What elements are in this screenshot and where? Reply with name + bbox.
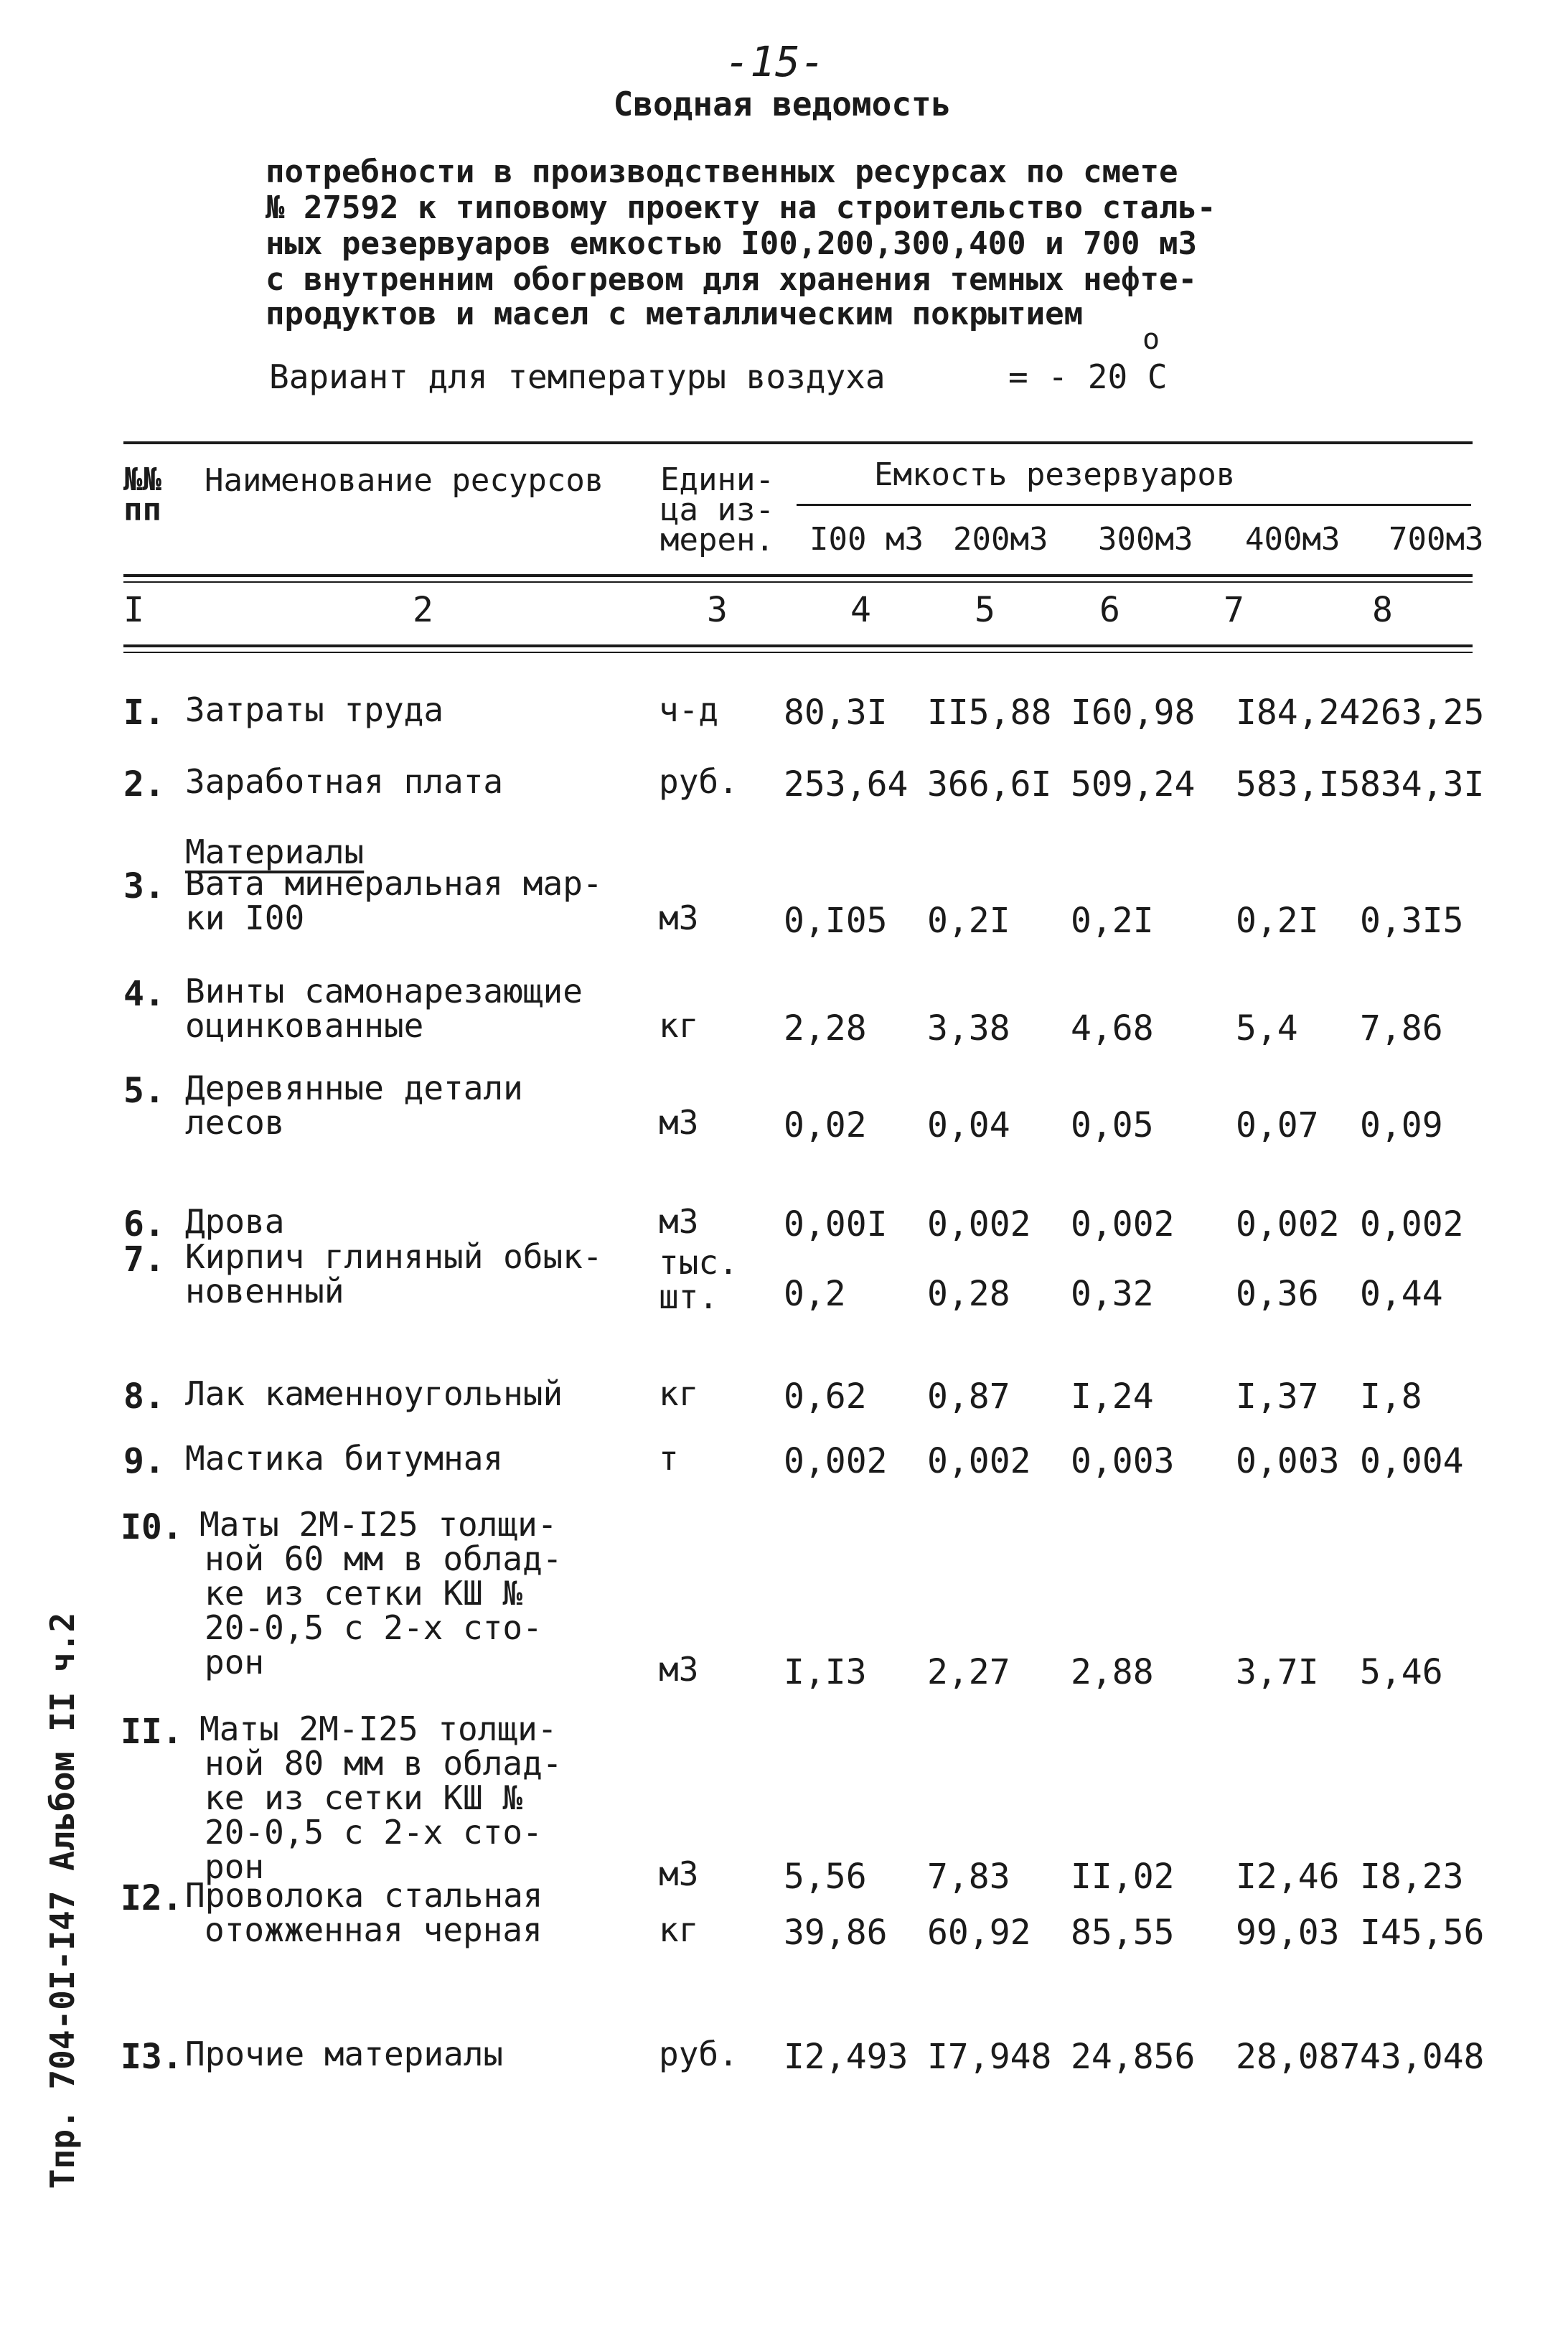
- column-number-7: 7: [1224, 590, 1244, 630]
- value-cell: 43,048: [1360, 2037, 1485, 2077]
- value-cell: 366,6I: [927, 764, 1052, 805]
- resource-name-line: Маты 2М-I25 толщи-: [199, 1709, 558, 1748]
- resource-name-line: рон: [205, 1643, 265, 1682]
- resource-name-line: Лак каменноугольный: [185, 1374, 563, 1413]
- resource-name-line: ки I00: [185, 899, 305, 937]
- row-number: 2.: [123, 764, 165, 805]
- value-cell: 0,44: [1360, 1274, 1443, 1314]
- header-bottom-rule: [123, 574, 1473, 577]
- unit-cell: тыс.: [659, 1243, 738, 1282]
- value-cell: 0,32: [1071, 1274, 1154, 1314]
- subtitle-line-4: с внутренним обогревом для хранения темных нефте-: [266, 261, 1198, 298]
- header-capacity-400: 400м3: [1245, 521, 1341, 558]
- value-cell: II,02: [1071, 1857, 1175, 1897]
- value-cell: I,8: [1360, 1376, 1422, 1417]
- table-top-rule: [123, 441, 1473, 444]
- unit-cell: кг: [659, 1006, 699, 1045]
- value-cell: 0,3I5: [1360, 901, 1464, 941]
- unit-cell: руб.: [659, 2035, 738, 2073]
- value-cell: 0,I05: [784, 901, 888, 941]
- degree-sign: о: [1142, 323, 1160, 356]
- header-capacity-700: 700м3: [1389, 521, 1484, 558]
- value-cell: I8,23: [1360, 1857, 1464, 1897]
- resource-name-line: Кирпич глиняный обык-: [185, 1237, 603, 1276]
- header-bottom-rule-2: [123, 581, 1473, 583]
- resource-name-line: ке из сетки КШ №: [205, 1574, 523, 1613]
- column-numbers-rule-2: [123, 652, 1473, 653]
- resource-name-line: новенный: [185, 1272, 344, 1310]
- column-number-2: 2: [413, 590, 433, 630]
- value-cell: 0,2I: [1071, 901, 1154, 941]
- column-number-6: 6: [1099, 590, 1120, 630]
- value-cell: 2,88: [1071, 1652, 1154, 1692]
- variant-value: = - 20 С: [1008, 357, 1168, 396]
- value-cell: I60,98: [1071, 693, 1196, 733]
- unit-cell: м3: [659, 1854, 699, 1893]
- value-cell: 0,003: [1071, 1441, 1175, 1481]
- subtitle-line-1: потребности в производственных ресурсах по смете: [266, 154, 1178, 190]
- resource-name-line: Проволока стальная: [185, 1876, 543, 1915]
- unit-cell: шт.: [659, 1277, 719, 1316]
- value-cell: 5,46: [1360, 1652, 1443, 1692]
- value-cell: 2,27: [927, 1652, 1010, 1692]
- resource-name-line: 20-0,5 с 2-х сто-: [205, 1608, 543, 1647]
- value-cell: 0,2: [784, 1274, 846, 1314]
- value-cell: 0,002: [1071, 1204, 1175, 1244]
- value-cell: 7,83: [927, 1857, 1010, 1897]
- value-cell: I84,24: [1236, 693, 1361, 733]
- resource-name-line: ке из сетки КШ №: [205, 1778, 523, 1817]
- capacity-group-rule: [797, 504, 1471, 506]
- variant-label: Вариант для температуры воздуха: [269, 357, 886, 396]
- resource-name-line: отожженная черная: [205, 1910, 543, 1949]
- resource-name-line: оцинкованные: [185, 1006, 424, 1045]
- row-number: I3.: [121, 2037, 183, 2077]
- value-cell: 0,002: [1236, 1204, 1340, 1244]
- value-cell: I7,948: [927, 2037, 1052, 2077]
- header-name: Наименование ресурсов: [205, 462, 604, 499]
- value-cell: 0,2I: [927, 901, 1010, 941]
- column-number-5: 5: [975, 590, 995, 630]
- value-cell: 0,04: [927, 1105, 1010, 1145]
- value-cell: 7,86: [1360, 1008, 1443, 1049]
- subtitle-line-5: продуктов и масел с металлическим покрытием: [266, 296, 1084, 332]
- resource-name-line: рон: [205, 1847, 265, 1886]
- value-cell: 0,003: [1236, 1441, 1340, 1481]
- unit-cell: м3: [659, 1103, 699, 1142]
- header-capacity-200: 200м3: [953, 521, 1048, 558]
- resource-name-line: Дрова: [185, 1202, 285, 1241]
- row-number: II.: [121, 1712, 183, 1752]
- row-number: 9.: [123, 1441, 165, 1481]
- row-number: 6.: [123, 1204, 165, 1244]
- value-cell: 0,28: [927, 1274, 1010, 1314]
- row-number: I.: [123, 693, 165, 733]
- value-cell: 834,3I: [1360, 764, 1485, 805]
- value-cell: 85,55: [1071, 1913, 1175, 1953]
- resource-name-line: Винты самонарезающие: [185, 972, 583, 1010]
- value-cell: 0,002: [927, 1441, 1031, 1481]
- value-cell: 28,087: [1236, 2037, 1361, 2077]
- unit-cell: м3: [659, 899, 699, 937]
- value-cell: II5,88: [927, 693, 1052, 733]
- value-cell: 5,56: [784, 1857, 867, 1897]
- value-cell: 4,68: [1071, 1008, 1154, 1049]
- header-num: №№ пп: [123, 461, 161, 528]
- value-cell: 0,002: [927, 1204, 1031, 1244]
- row-number: 5.: [123, 1071, 165, 1111]
- row-number: 4.: [123, 974, 165, 1014]
- value-cell: 99,03: [1236, 1913, 1340, 1953]
- column-number-3: 3: [707, 590, 728, 630]
- row-number: I2.: [121, 1878, 183, 1918]
- header-capacity-300: 300м3: [1098, 521, 1193, 558]
- value-cell: 2,28: [784, 1008, 867, 1049]
- resource-name-line: ной 80 мм в облад-: [205, 1744, 563, 1783]
- column-number-1: I: [123, 590, 144, 630]
- unit-cell: кг: [659, 1910, 699, 1949]
- resource-name-line: Маты 2М-I25 толщи-: [199, 1505, 558, 1544]
- value-cell: 0,02: [784, 1105, 867, 1145]
- value-cell: 60,92: [927, 1913, 1031, 1953]
- resource-name-line: Затраты труда: [185, 690, 444, 729]
- page-number: -15-: [725, 37, 825, 86]
- value-cell: 0,002: [784, 1441, 888, 1481]
- value-cell: 0,62: [784, 1376, 867, 1417]
- value-cell: 0,002: [1360, 1204, 1464, 1244]
- subtitle-line-2: № 27592 к типовому проекту на строительство сталь-: [266, 189, 1216, 226]
- header-capacity-100: I00 м3: [809, 521, 924, 558]
- value-cell: 263,25: [1360, 693, 1485, 733]
- resource-name-line: Заработная плата: [185, 762, 504, 801]
- resource-name-line: ной 60 мм в облад-: [205, 1539, 563, 1578]
- value-cell: I2,493: [784, 2037, 909, 2077]
- unit-cell: кг: [659, 1374, 699, 1413]
- column-number-4: 4: [850, 590, 871, 630]
- header-capacity-group: Емкость резервуаров: [874, 456, 1236, 493]
- column-numbers-rule: [123, 644, 1473, 647]
- unit-cell: т: [659, 1439, 679, 1478]
- value-cell: 0,004: [1360, 1441, 1464, 1481]
- value-cell: I45,56: [1360, 1913, 1485, 1953]
- value-cell: 0,2I: [1236, 901, 1319, 941]
- subtitle-line-3: ных резервуаров емкостью I00,200,300,400 и 700 м3: [266, 225, 1198, 262]
- unit-cell: руб.: [659, 762, 738, 801]
- value-cell: 24,856: [1071, 2037, 1196, 2077]
- unit-cell: м3: [659, 1650, 699, 1689]
- resource-name-line: лесов: [185, 1103, 285, 1142]
- header-unit: Едини- ца из- мерен.: [660, 461, 774, 558]
- value-cell: 0,36: [1236, 1274, 1319, 1314]
- resource-name-line: 20-0,5 с 2-х сто-: [205, 1813, 543, 1852]
- resource-name-line: Прочие материалы: [185, 2035, 504, 2073]
- unit-cell: м3: [659, 1202, 699, 1241]
- resource-name-line: Мастика битумная: [185, 1439, 504, 1478]
- value-cell: I,37: [1236, 1376, 1319, 1417]
- value-cell: 5,4: [1236, 1008, 1298, 1049]
- value-cell: 3,7I: [1236, 1652, 1319, 1692]
- resource-name-line: Деревянные детали: [185, 1069, 523, 1107]
- column-number-8: 8: [1372, 590, 1393, 630]
- value-cell: I2,46: [1236, 1857, 1340, 1897]
- value-cell: 0,05: [1071, 1105, 1154, 1145]
- value-cell: 0,09: [1360, 1105, 1443, 1145]
- document-title: Сводная ведомость: [613, 85, 952, 123]
- value-cell: 0,07: [1236, 1105, 1319, 1145]
- value-cell: 0,87: [927, 1376, 1010, 1417]
- value-cell: 80,3I: [784, 693, 888, 733]
- row-number: 7.: [123, 1239, 165, 1280]
- row-number: 8.: [123, 1376, 165, 1417]
- value-cell: I,I3: [784, 1652, 867, 1692]
- value-cell: 0,00I: [784, 1204, 888, 1244]
- value-cell: I,24: [1071, 1376, 1154, 1417]
- value-cell: 253,64: [784, 764, 909, 805]
- value-cell: 509,24: [1071, 764, 1196, 805]
- value-cell: 39,86: [784, 1913, 888, 1953]
- row-number: I0.: [121, 1507, 183, 1547]
- section-label-materials: Материалы: [185, 832, 365, 871]
- side-caption: Тпр. 704-0I-I47 Альбом II ч.2: [43, 1612, 82, 2189]
- unit-cell: ч-д: [659, 690, 719, 729]
- row-number: 3.: [123, 866, 165, 906]
- value-cell: 3,38: [927, 1008, 1010, 1049]
- resource-name-line: Вата минеральная мар-: [185, 864, 603, 903]
- value-cell: 583,I5: [1236, 764, 1361, 805]
